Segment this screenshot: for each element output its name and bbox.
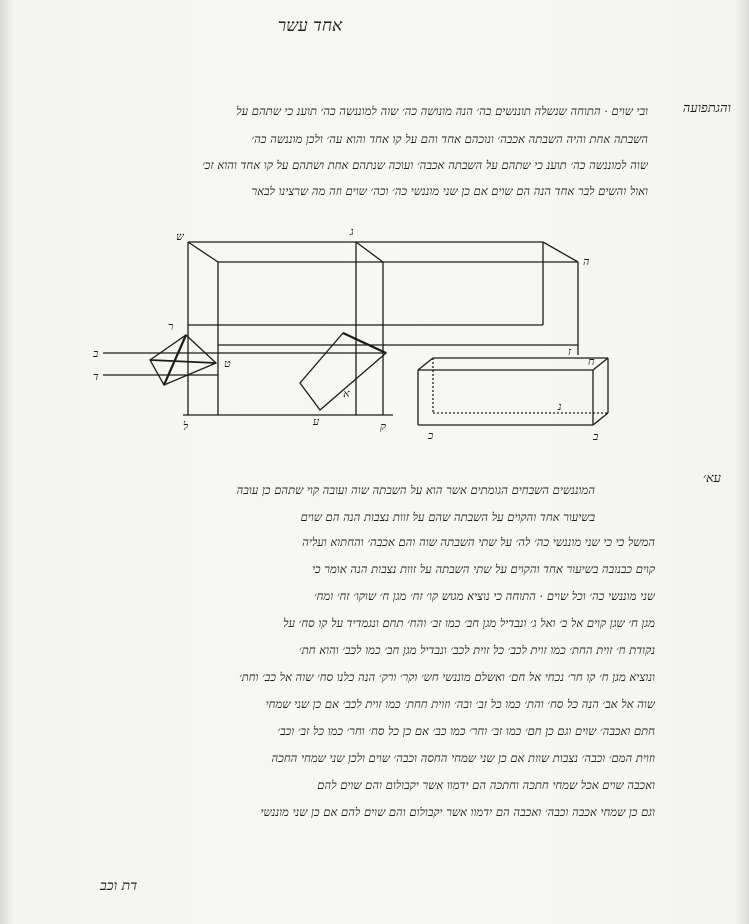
paragraph-2-line: נקודת ח׳ זוית החת׳ כמו זוית לכב׳ כל זוית לכב׳ ונבדיל מגן חב׳ כמו לכב׳ והוא חת׳ [299,643,655,657]
margin-note-middle: עא׳ [702,471,721,486]
label-mid-center2: א [343,387,350,400]
label-small-box-right: ב [593,430,599,443]
label-bottom-left: ל [183,420,189,433]
catchword: דת וכב [100,878,138,894]
paragraph-2-line: מגן ח׳ שגן קוים אל ב׳ ואל ג׳ ונבדיל מגן חב׳ כמו זב׳ והח׳ תחם ונגמדיד על קו סח׳ על [283,616,655,630]
page-title: אחד עשר [277,16,343,36]
paragraph-2-line: קוים כבנובה בשיעור אחד והקוים על שתי השבתה על זוות נצבות הנה אומר כי [312,562,655,576]
paragraph-2-line: שני מוננשי כה׳ וכל שוים · התוחה כי נוציא מגוש קו׳ זח׳ מגן ח׳ שוקו׳ זח׳ ומח׳ [313,589,655,603]
label-mid-center: ט [224,357,231,370]
paragraph-2-line: חתם ואכבה׳ שוים וגם כן חם׳ כמו זב׳ וחר׳ כמו כב׳ אם כן כל סח׳ וחר׳ כמו כל זב׳ וכב׳ [277,724,655,738]
margin-note-top: והגתפועה [682,101,731,116]
label-top-left: ש [176,230,184,243]
paragraph-2-line: המשל כי כי שני מוננשי כה׳ לה׳ על שתי השבתה שוה והם אכבה׳ והחתוא ועליה [302,535,655,549]
label-mid-right: ז [568,345,572,358]
label-bottom-mid-b: ק [380,420,386,433]
label-top-right: ה [583,255,590,268]
geometric-figure [88,225,613,450]
label-mid-left-a: ר [168,320,174,333]
paragraph-2-line: שוה אל אב׳ הנה כל סח׳ והת׳ כמו כל זב׳ ובה׳ וזוית חחת׳ כמו זוית לכב׳ אם כן שני שמחי [265,697,655,711]
label-mid-left-b: ב [93,347,99,360]
paragraph-2-line: וגם כן שמחי אכבה וכבה׳ ואכבה הם ידמוו אשר יקבולום והם שוים להם אם כן שני מוננשי [260,805,655,819]
paragraph-2-line: ונוציא מגן ח׳ קו חר׳ נכחי אל חם׳ ואשלם מוננשי חש׳ וקר׳ ורק׳ הנה כלנו סח׳ שוה אל כב׳ וחת׳ [239,670,655,684]
paragraph-1 [100,96,648,204]
label-small-box-bottom: כ [428,429,434,442]
label-small-box-top: ח [588,355,595,368]
paragraph-2 [100,475,655,826]
prism-diagram [88,225,613,450]
paragraph-2-line: בשיעור אחד והקוים על השבתה שהם על זוות נצבות הנה הם שוים [300,510,595,524]
label-bottom-mid-a: ע [313,415,320,428]
paragraph-2-line: ואכבה שוים אכל שמחי חתכה וחתכה הם ידמוו אשר יקבולום והם שוים להם [317,778,655,792]
paragraph-2-line: וזוית המם׳ וכבה׳ נצבות שוות אם כן שני שמחי החסה וכבה׳ שוים ולכן שני שמחי החכה [271,751,655,765]
paragraph-1-line: ובי שוים · התוחה שנשלה תוננשים כה׳ הנה מונושה כה׳ שוה למוננשה כה׳ תוענ כי שתהם על [236,104,648,118]
paragraph-2-line: המוננשים השבחים הגומתים אשר הוא על השבתה שוה ועובה קוי שתהם כן עובה [236,483,595,497]
label-top-mid: ג [350,225,354,238]
paragraph-1-line: שוה למוננשה כה׳ תוענ כי שתהם על השבתה אכבה׳ ועוכה שנתהם אחת ושתהם על קו אחד והוא זכ׳ [202,158,648,172]
paragraph-1-line: ואול והשים לבר אחד הנה הם שוים אם כן שני מוננשי כה׳ וכה׳ שוים וזה מה שרצינו לבאר [251,184,648,198]
label-mid-left-c: ד [93,370,99,383]
label-small-box-mid: נ [558,400,562,413]
paragraph-1-line: השבתה אחת והיה השבתה אכבה׳ ונוכהם אחד והם על קו אחד והוא עה׳ ולכן מוננשה כה׳ [251,132,648,146]
